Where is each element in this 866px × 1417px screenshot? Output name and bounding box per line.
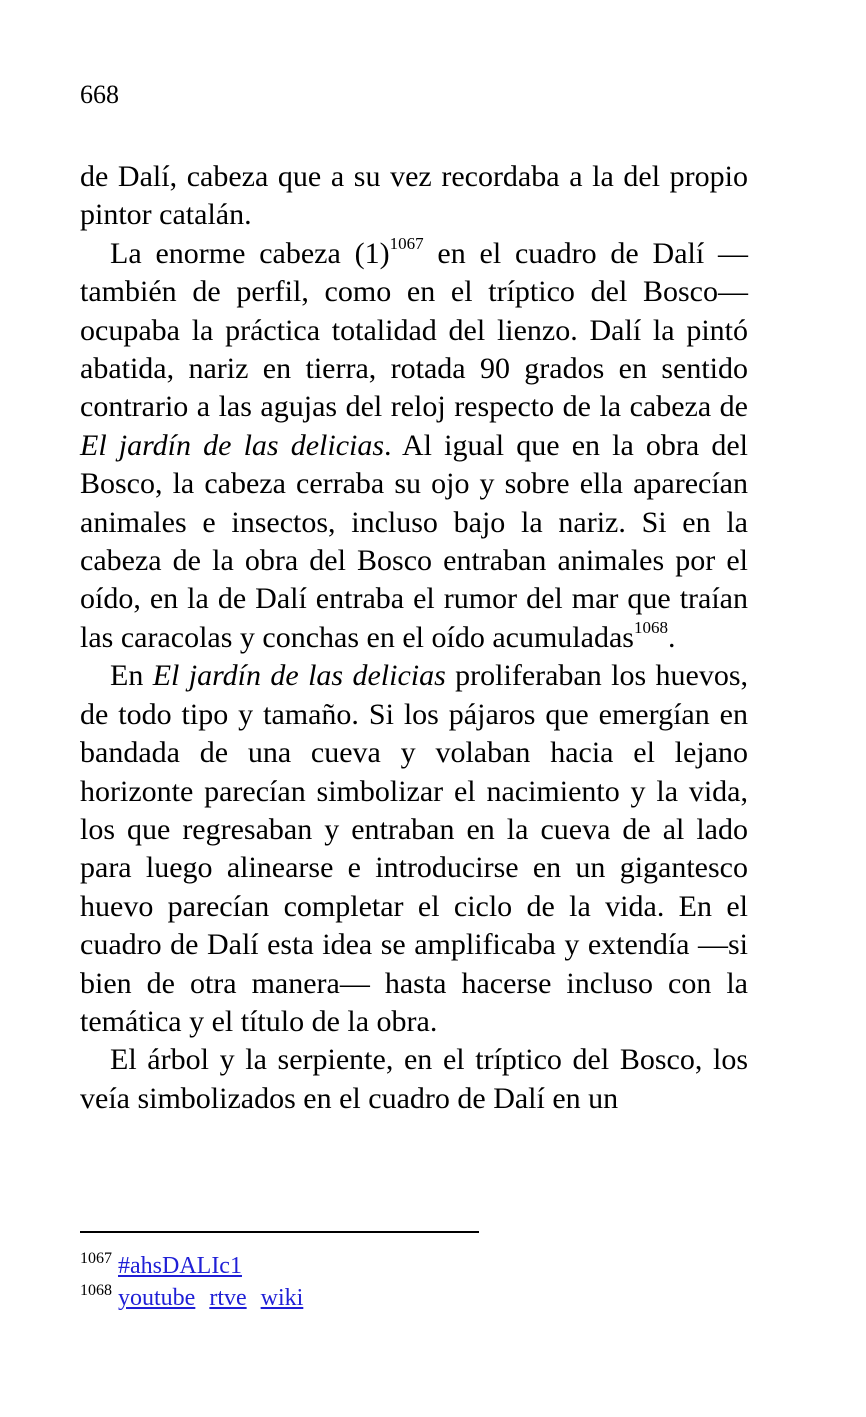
footnote-ref-1068[interactable]: 1068 — [633, 617, 668, 637]
italic-title: El jardín de las delicias — [152, 659, 446, 693]
footnote-link-youtube[interactable]: youtube — [118, 1285, 196, 1311]
footnote-link-ahsdalic1[interactable]: #ahsDALIc1 — [118, 1253, 242, 1279]
paragraph-2-text-1: La enorme cabeza (1) — [110, 236, 390, 270]
paragraph-2-text-3: . Al igual que en la obra del Bosco, la cabeza cerraba su ojo y sobre ella aparecían animales e insectos, incluso bajo la nariz. Si en la cabeza de la obra del Bosco entraban animales por el oído, en la de Dalí entraba el rumor del mar que traían las caracolas y conchas en el oído acumuladas — [80, 428, 748, 654]
paragraph-2-text-2: en el cuadro de Dalí —también de perfil, como en el tríptico del Bosco— ocupaba la práctica totalidad del lienzo. Dalí la pintó abatida, nariz en tierra, rotada 90 grados en sentido contrario a las agujas del reloj respecto de la cabeza de — [80, 236, 749, 424]
paragraph-3-text-2: proliferaban los huevos, de todo tipo y tamaño. Si los pájaros que emergían en bandada de una cueva y volaban hacia el lejano horizonte parecían simbolizar el nacimiento y la vida, los que regresaban y entraban en la cueva de al lado para luego alinearse e introducirse en un gigantesco huevo parecían completar el ciclo de la vida. En el cuadro de Dalí esta idea se amplificaba y extendía —si bien de otra manera— hasta hacerse incluso con la temática y el título de la obra. — [80, 659, 749, 1038]
paragraph-3 — [80, 657, 748, 1041]
body-text — [80, 158, 748, 1118]
footnote-1067 — [80, 1250, 748, 1282]
footnotes — [80, 1250, 748, 1314]
paragraph-2-text-4: . — [667, 620, 676, 654]
footnote-number: 1067 — [80, 1250, 112, 1267]
italic-title: El jardín de las delicias — [80, 428, 385, 462]
paragraph-1: de Dalí, cabeza que a su vez recordaba a la del propio pintor catalán. — [80, 160, 748, 232]
footnote-ref-1067[interactable]: 1067 — [389, 233, 424, 253]
paragraph-4: El árbol y la serpiente, en el tríptico del Bosco, los veía simbolizados en el cuadro de Dalí en un — [80, 1043, 748, 1115]
footnote-divider — [80, 1231, 479, 1233]
paragraph-3-text-1: En — [110, 659, 153, 693]
footnote-1068 — [80, 1282, 748, 1314]
footnote-link-rtve[interactable]: rtve — [209, 1285, 247, 1311]
paragraph-2 — [80, 235, 748, 657]
page-number: 668 — [80, 80, 119, 109]
footnote-number: 1068 — [80, 1282, 112, 1299]
footnote-link-wiki[interactable]: wiki — [260, 1285, 304, 1311]
